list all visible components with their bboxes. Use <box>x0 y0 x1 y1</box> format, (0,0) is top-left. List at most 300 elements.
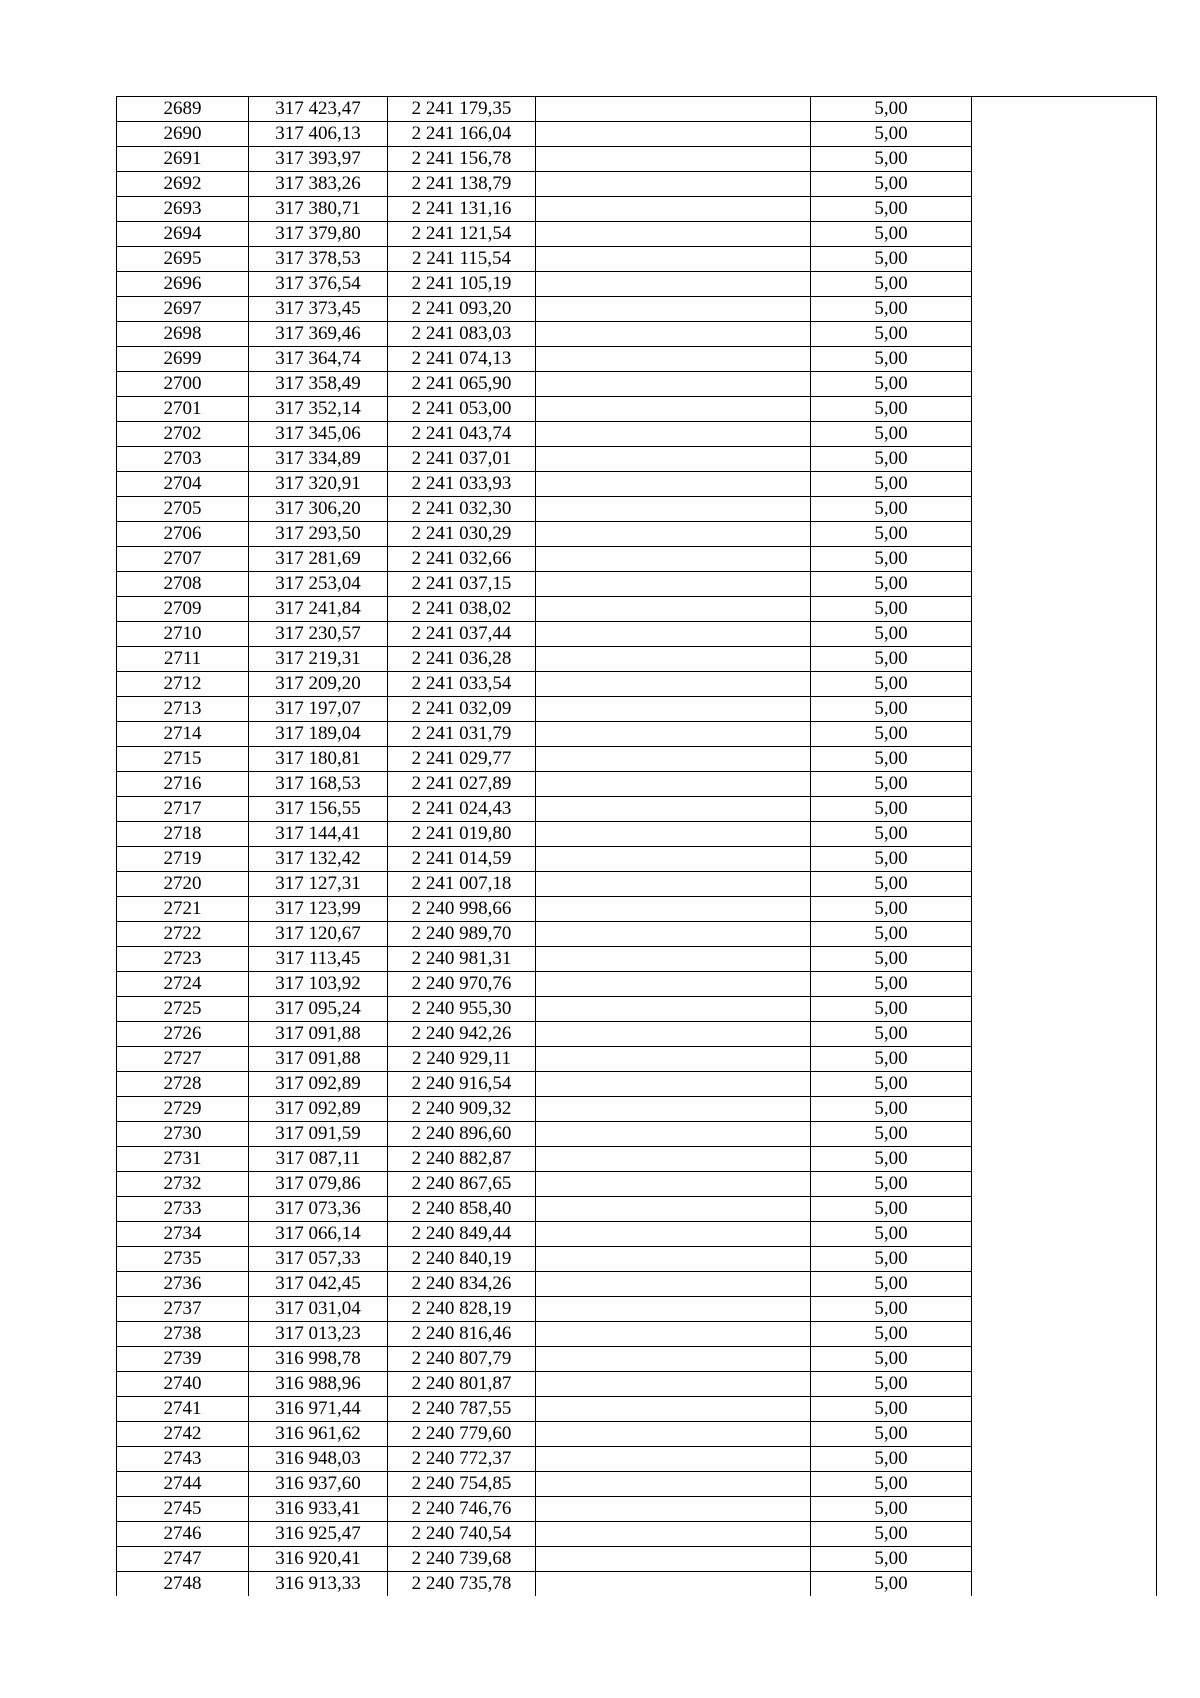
point-number-cell: 2723 <box>117 947 249 972</box>
tolerance-cell: 5,00 <box>811 472 972 497</box>
y-coordinate-cell: 2 241 156,78 <box>388 147 536 172</box>
x-coordinate-cell: 317 057,33 <box>249 1247 388 1272</box>
x-coordinate-cell: 317 209,20 <box>249 672 388 697</box>
tolerance-cell: 5,00 <box>811 1072 972 1097</box>
point-number-cell: 2708 <box>117 572 249 597</box>
y-coordinate-cell: 2 241 029,77 <box>388 747 536 772</box>
x-coordinate-cell: 317 066,14 <box>249 1222 388 1247</box>
last-column-cell <box>972 1297 1157 1322</box>
empty-cell <box>536 597 811 622</box>
tolerance-cell: 5,00 <box>811 597 972 622</box>
tolerance-cell: 5,00 <box>811 1447 972 1472</box>
empty-cell <box>536 972 811 997</box>
point-number-cell: 2695 <box>117 247 249 272</box>
y-coordinate-cell: 2 240 942,26 <box>388 1022 536 1047</box>
x-coordinate-cell: 317 092,89 <box>249 1072 388 1097</box>
last-column-cell <box>972 1272 1157 1297</box>
last-column-cell <box>972 747 1157 772</box>
empty-cell <box>536 872 811 897</box>
y-coordinate-cell: 2 240 816,46 <box>388 1322 536 1347</box>
tolerance-cell: 5,00 <box>811 1372 972 1397</box>
table-row <box>117 372 1157 397</box>
point-number-cell: 2734 <box>117 1222 249 1247</box>
table-row <box>117 722 1157 747</box>
x-coordinate-cell: 317 378,53 <box>249 247 388 272</box>
last-column-cell <box>972 1322 1157 1347</box>
empty-cell <box>536 1547 811 1572</box>
point-number-cell: 2733 <box>117 1197 249 1222</box>
table-row <box>117 522 1157 547</box>
last-column-cell <box>972 922 1157 947</box>
last-column-cell <box>972 1547 1157 1572</box>
x-coordinate-cell: 317 393,97 <box>249 147 388 172</box>
y-coordinate-cell: 2 240 772,37 <box>388 1447 536 1472</box>
empty-cell <box>536 1147 811 1172</box>
x-coordinate-cell: 317 113,45 <box>249 947 388 972</box>
table-row <box>117 1522 1157 1547</box>
y-coordinate-cell: 2 241 037,44 <box>388 622 536 647</box>
point-number-cell: 2724 <box>117 972 249 997</box>
empty-cell <box>536 247 811 272</box>
empty-cell <box>536 1472 811 1497</box>
last-column-cell <box>972 797 1157 822</box>
last-column-cell <box>972 1422 1157 1447</box>
point-number-cell: 2725 <box>117 997 249 1022</box>
empty-cell <box>536 722 811 747</box>
point-number-cell: 2700 <box>117 372 249 397</box>
point-number-cell: 2696 <box>117 272 249 297</box>
y-coordinate-cell: 2 240 955,30 <box>388 997 536 1022</box>
tolerance-cell: 5,00 <box>811 822 972 847</box>
tolerance-cell: 5,00 <box>811 1572 972 1597</box>
last-column-cell <box>972 1222 1157 1247</box>
y-coordinate-cell: 2 241 065,90 <box>388 372 536 397</box>
y-coordinate-cell: 2 241 030,29 <box>388 522 536 547</box>
empty-cell <box>536 297 811 322</box>
tolerance-cell: 5,00 <box>811 797 972 822</box>
tolerance-cell: 5,00 <box>811 497 972 522</box>
last-column-cell <box>972 272 1157 297</box>
point-number-cell: 2714 <box>117 722 249 747</box>
empty-cell <box>536 97 811 122</box>
x-coordinate-cell: 317 156,55 <box>249 797 388 822</box>
tolerance-cell: 5,00 <box>811 547 972 572</box>
y-coordinate-cell: 2 241 138,79 <box>388 172 536 197</box>
empty-cell <box>536 272 811 297</box>
y-coordinate-cell: 2 241 166,04 <box>388 122 536 147</box>
table-row <box>117 497 1157 522</box>
table-row <box>117 422 1157 447</box>
point-number-cell: 2717 <box>117 797 249 822</box>
last-column-cell <box>972 447 1157 472</box>
tolerance-cell: 5,00 <box>811 1297 972 1322</box>
last-column-cell <box>972 397 1157 422</box>
point-number-cell: 2729 <box>117 1097 249 1122</box>
last-column-cell <box>972 1572 1157 1597</box>
y-coordinate-cell: 2 240 916,54 <box>388 1072 536 1097</box>
tolerance-cell: 5,00 <box>811 697 972 722</box>
empty-cell <box>536 222 811 247</box>
empty-cell <box>536 1272 811 1297</box>
table-row <box>117 397 1157 422</box>
table-row <box>117 222 1157 247</box>
empty-cell <box>536 772 811 797</box>
tolerance-cell: 5,00 <box>811 672 972 697</box>
empty-cell <box>536 572 811 597</box>
last-column-cell <box>972 722 1157 747</box>
empty-cell <box>536 1247 811 1272</box>
tolerance-cell: 5,00 <box>811 197 972 222</box>
empty-cell <box>536 1172 811 1197</box>
y-coordinate-cell: 2 241 093,20 <box>388 297 536 322</box>
table-row <box>117 1397 1157 1422</box>
last-column-cell <box>972 1047 1157 1072</box>
x-coordinate-cell: 317 423,47 <box>249 97 388 122</box>
tolerance-cell: 5,00 <box>811 622 972 647</box>
empty-cell <box>536 1372 811 1397</box>
table-row <box>117 1447 1157 1472</box>
empty-cell <box>536 397 811 422</box>
x-coordinate-cell: 317 042,45 <box>249 1272 388 1297</box>
last-column-cell <box>972 147 1157 172</box>
empty-cell <box>536 1347 811 1372</box>
x-coordinate-cell: 317 358,49 <box>249 372 388 397</box>
last-column-cell <box>972 1372 1157 1397</box>
last-column-cell <box>972 222 1157 247</box>
y-coordinate-cell: 2 240 867,65 <box>388 1172 536 1197</box>
last-column-cell <box>972 1447 1157 1472</box>
x-coordinate-cell: 317 369,46 <box>249 322 388 347</box>
x-coordinate-cell: 317 320,91 <box>249 472 388 497</box>
empty-cell <box>536 1097 811 1122</box>
y-coordinate-cell: 2 240 807,79 <box>388 1347 536 1372</box>
point-number-cell: 2743 <box>117 1447 249 1472</box>
y-coordinate-cell: 2 241 019,80 <box>388 822 536 847</box>
tolerance-cell: 5,00 <box>811 1397 972 1422</box>
tolerance-cell: 5,00 <box>811 1497 972 1522</box>
tolerance-cell: 5,00 <box>811 272 972 297</box>
point-number-cell: 2721 <box>117 897 249 922</box>
y-coordinate-cell: 2 240 909,32 <box>388 1097 536 1122</box>
table-row <box>117 1272 1157 1297</box>
last-column-cell <box>972 172 1157 197</box>
table-row <box>117 97 1157 122</box>
point-number-cell: 2744 <box>117 1472 249 1497</box>
y-coordinate-cell: 2 240 779,60 <box>388 1422 536 1447</box>
point-number-cell: 2718 <box>117 822 249 847</box>
table-row <box>117 1147 1157 1172</box>
table-row <box>117 197 1157 222</box>
x-coordinate-cell: 317 364,74 <box>249 347 388 372</box>
tolerance-cell: 5,00 <box>811 1172 972 1197</box>
tolerance-cell: 5,00 <box>811 1197 972 1222</box>
point-number-cell: 2742 <box>117 1422 249 1447</box>
point-number-cell: 2699 <box>117 347 249 372</box>
tolerance-cell: 5,00 <box>811 447 972 472</box>
empty-cell <box>536 322 811 347</box>
tolerance-cell: 5,00 <box>811 1022 972 1047</box>
point-number-cell: 2739 <box>117 1347 249 1372</box>
x-coordinate-cell: 317 334,89 <box>249 447 388 472</box>
table-row <box>117 897 1157 922</box>
x-coordinate-cell: 317 197,07 <box>249 697 388 722</box>
x-coordinate-cell: 317 168,53 <box>249 772 388 797</box>
point-number-cell: 2748 <box>117 1572 249 1597</box>
y-coordinate-cell: 2 241 115,54 <box>388 247 536 272</box>
last-column-cell <box>972 247 1157 272</box>
last-column-cell <box>972 97 1157 122</box>
empty-cell <box>536 547 811 572</box>
y-coordinate-cell: 2 241 032,09 <box>388 697 536 722</box>
x-coordinate-cell: 316 937,60 <box>249 1472 388 1497</box>
point-number-cell: 2735 <box>117 1247 249 1272</box>
x-coordinate-cell: 317 091,59 <box>249 1122 388 1147</box>
x-coordinate-cell: 317 180,81 <box>249 747 388 772</box>
last-column-cell <box>972 597 1157 622</box>
tolerance-cell: 5,00 <box>811 1097 972 1122</box>
last-column-cell <box>972 572 1157 597</box>
tolerance-cell: 5,00 <box>811 222 972 247</box>
table-row <box>117 872 1157 897</box>
table-row <box>117 1297 1157 1322</box>
point-number-cell: 2697 <box>117 297 249 322</box>
table-row <box>117 1022 1157 1047</box>
x-coordinate-cell: 317 352,14 <box>249 397 388 422</box>
table-row <box>117 1322 1157 1347</box>
x-coordinate-cell: 317 241,84 <box>249 597 388 622</box>
x-coordinate-cell: 316 913,33 <box>249 1572 388 1597</box>
tolerance-cell: 5,00 <box>811 722 972 747</box>
y-coordinate-cell: 2 241 032,30 <box>388 497 536 522</box>
point-number-cell: 2713 <box>117 697 249 722</box>
table-row <box>117 822 1157 847</box>
table-row <box>117 1372 1157 1397</box>
last-column-cell <box>972 347 1157 372</box>
point-number-cell: 2716 <box>117 772 249 797</box>
x-coordinate-cell: 317 189,04 <box>249 722 388 747</box>
empty-cell <box>536 172 811 197</box>
last-column-cell <box>972 1497 1157 1522</box>
x-coordinate-cell: 317 120,67 <box>249 922 388 947</box>
table-row <box>117 1197 1157 1222</box>
point-number-cell: 2732 <box>117 1172 249 1197</box>
point-number-cell: 2747 <box>117 1547 249 1572</box>
tolerance-cell: 5,00 <box>811 172 972 197</box>
coordinates-table <box>116 96 1157 1596</box>
empty-cell <box>536 1572 811 1597</box>
x-coordinate-cell: 317 293,50 <box>249 522 388 547</box>
y-coordinate-cell: 2 241 014,59 <box>388 847 536 872</box>
y-coordinate-cell: 2 241 131,16 <box>388 197 536 222</box>
empty-cell <box>536 347 811 372</box>
empty-cell <box>536 1197 811 1222</box>
empty-cell <box>536 822 811 847</box>
point-number-cell: 2694 <box>117 222 249 247</box>
tolerance-cell: 5,00 <box>811 347 972 372</box>
empty-cell <box>536 197 811 222</box>
table-row <box>117 172 1157 197</box>
y-coordinate-cell: 2 240 834,26 <box>388 1272 536 1297</box>
table-row <box>117 997 1157 1022</box>
y-coordinate-cell: 2 240 896,60 <box>388 1122 536 1147</box>
point-number-cell: 2702 <box>117 422 249 447</box>
point-number-cell: 2726 <box>117 1022 249 1047</box>
y-coordinate-cell: 2 241 121,54 <box>388 222 536 247</box>
y-coordinate-cell: 2 240 981,31 <box>388 947 536 972</box>
tolerance-cell: 5,00 <box>811 372 972 397</box>
tolerance-cell: 5,00 <box>811 1222 972 1247</box>
y-coordinate-cell: 2 240 882,87 <box>388 1147 536 1172</box>
tolerance-cell: 5,00 <box>811 647 972 672</box>
x-coordinate-cell: 316 988,96 <box>249 1372 388 1397</box>
point-number-cell: 2706 <box>117 522 249 547</box>
tolerance-cell: 5,00 <box>811 322 972 347</box>
last-column-cell <box>972 522 1157 547</box>
empty-cell <box>536 697 811 722</box>
empty-cell <box>536 797 811 822</box>
x-coordinate-cell: 317 306,20 <box>249 497 388 522</box>
y-coordinate-cell: 2 241 033,54 <box>388 672 536 697</box>
y-coordinate-cell: 2 241 043,74 <box>388 422 536 447</box>
point-number-cell: 2740 <box>117 1372 249 1397</box>
tolerance-cell: 5,00 <box>811 997 972 1022</box>
y-coordinate-cell: 2 240 746,76 <box>388 1497 536 1522</box>
last-column-cell <box>972 647 1157 672</box>
tolerance-cell: 5,00 <box>811 847 972 872</box>
x-coordinate-cell: 316 933,41 <box>249 1497 388 1522</box>
point-number-cell: 2707 <box>117 547 249 572</box>
tolerance-cell: 5,00 <box>811 1472 972 1497</box>
table-row <box>117 472 1157 497</box>
point-number-cell: 2693 <box>117 197 249 222</box>
x-coordinate-cell: 317 127,31 <box>249 872 388 897</box>
x-coordinate-cell: 317 376,54 <box>249 272 388 297</box>
empty-cell <box>536 447 811 472</box>
table-row <box>117 1172 1157 1197</box>
table-row <box>117 847 1157 872</box>
empty-cell <box>536 897 811 922</box>
y-coordinate-cell: 2 240 735,78 <box>388 1572 536 1597</box>
x-coordinate-cell: 317 031,04 <box>249 1297 388 1322</box>
table-row <box>117 622 1157 647</box>
tolerance-cell: 5,00 <box>811 922 972 947</box>
table-row <box>117 1097 1157 1122</box>
point-number-cell: 2711 <box>117 647 249 672</box>
y-coordinate-cell: 2 240 787,55 <box>388 1397 536 1422</box>
table-row <box>117 1572 1157 1597</box>
empty-cell <box>536 1047 811 1072</box>
point-number-cell: 2746 <box>117 1522 249 1547</box>
last-column-cell <box>972 697 1157 722</box>
empty-cell <box>536 1422 811 1447</box>
table-row <box>117 572 1157 597</box>
x-coordinate-cell: 317 253,04 <box>249 572 388 597</box>
table-row <box>117 747 1157 772</box>
table-row <box>117 547 1157 572</box>
last-column-cell <box>972 1022 1157 1047</box>
tolerance-cell: 5,00 <box>811 1122 972 1147</box>
point-number-cell: 2728 <box>117 1072 249 1097</box>
empty-cell <box>536 747 811 772</box>
y-coordinate-cell: 2 241 007,18 <box>388 872 536 897</box>
tolerance-cell: 5,00 <box>811 972 972 997</box>
point-number-cell: 2712 <box>117 672 249 697</box>
table-row <box>117 1472 1157 1497</box>
tolerance-cell: 5,00 <box>811 97 972 122</box>
last-column-cell <box>972 1197 1157 1222</box>
x-coordinate-cell: 317 383,26 <box>249 172 388 197</box>
coordinates-table-body <box>117 97 1157 1597</box>
x-coordinate-cell: 317 103,92 <box>249 972 388 997</box>
tolerance-cell: 5,00 <box>811 397 972 422</box>
y-coordinate-cell: 2 240 989,70 <box>388 922 536 947</box>
empty-cell <box>536 1397 811 1422</box>
point-number-cell: 2689 <box>117 97 249 122</box>
point-number-cell: 2727 <box>117 1047 249 1072</box>
x-coordinate-cell: 317 281,69 <box>249 547 388 572</box>
point-number-cell: 2705 <box>117 497 249 522</box>
last-column-cell <box>972 1147 1157 1172</box>
x-coordinate-cell: 317 345,06 <box>249 422 388 447</box>
y-coordinate-cell: 2 240 858,40 <box>388 1197 536 1222</box>
last-column-cell <box>972 1247 1157 1272</box>
last-column-cell <box>972 197 1157 222</box>
table-row <box>117 947 1157 972</box>
x-coordinate-cell: 317 406,13 <box>249 122 388 147</box>
last-column-cell <box>972 772 1157 797</box>
empty-cell <box>536 1297 811 1322</box>
table-row <box>117 922 1157 947</box>
x-coordinate-cell: 316 920,41 <box>249 1547 388 1572</box>
x-coordinate-cell: 317 091,88 <box>249 1047 388 1072</box>
point-number-cell: 2709 <box>117 597 249 622</box>
tolerance-cell: 5,00 <box>811 522 972 547</box>
last-column-cell <box>972 497 1157 522</box>
y-coordinate-cell: 2 241 027,89 <box>388 772 536 797</box>
table-row <box>117 1222 1157 1247</box>
point-number-cell: 2738 <box>117 1322 249 1347</box>
point-number-cell: 2737 <box>117 1297 249 1322</box>
y-coordinate-cell: 2 240 840,19 <box>388 1247 536 1272</box>
point-number-cell: 2710 <box>117 622 249 647</box>
tolerance-cell: 5,00 <box>811 147 972 172</box>
x-coordinate-cell: 316 925,47 <box>249 1522 388 1547</box>
last-column-cell <box>972 1072 1157 1097</box>
last-column-cell <box>972 947 1157 972</box>
table-row <box>117 647 1157 672</box>
x-coordinate-cell: 316 998,78 <box>249 1347 388 1372</box>
y-coordinate-cell: 2 240 849,44 <box>388 1222 536 1247</box>
point-number-cell: 2719 <box>117 847 249 872</box>
y-coordinate-cell: 2 241 032,66 <box>388 547 536 572</box>
empty-cell <box>536 1497 811 1522</box>
tolerance-cell: 5,00 <box>811 1047 972 1072</box>
table-row <box>117 772 1157 797</box>
table-row <box>117 1422 1157 1447</box>
y-coordinate-cell: 2 241 074,13 <box>388 347 536 372</box>
empty-cell <box>536 1322 811 1347</box>
last-column-cell <box>972 997 1157 1022</box>
empty-cell <box>536 997 811 1022</box>
empty-cell <box>536 1522 811 1547</box>
empty-cell <box>536 522 811 547</box>
y-coordinate-cell: 2 240 740,54 <box>388 1522 536 1547</box>
table-row <box>117 147 1157 172</box>
point-number-cell: 2741 <box>117 1397 249 1422</box>
last-column-cell <box>972 897 1157 922</box>
empty-cell <box>536 122 811 147</box>
last-column-cell <box>972 622 1157 647</box>
